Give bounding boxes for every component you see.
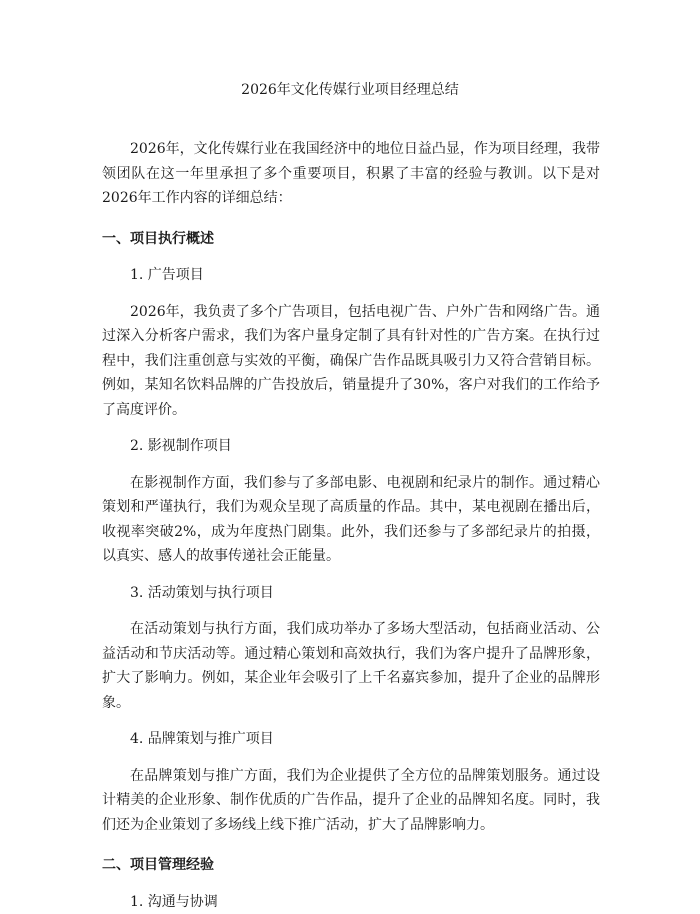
document-body [102, 137, 600, 914]
subheading-advertising: 1. 广告项目 [102, 263, 600, 288]
section-heading-1: 一、项目执行概述 [102, 227, 600, 252]
paragraph-advertising: 2026年，我负责了多个广告项目，包括电视广告、户外广告和网络广告。通过深入分析客户需求，我们为客户量身定制了具有针对性的广告方案。在执行过程中，我们注重创意与实效的平衡，确保广告作品既具吸引力又符合营销目标。例如，某知名饮料品牌的广告投放后，销量提升了30%，客户对我们的工作给予了高度评价。 [102, 300, 600, 423]
subheading-branding: 4. 品牌策划与推广项目 [102, 727, 600, 752]
subheading-film-tv: 2. 影视制作项目 [102, 434, 600, 459]
subheading-communication: 1. 沟通与协调 [102, 890, 600, 914]
paragraph-film-tv: 在影视制作方面，我们参与了多部电影、电视剧和纪录片的制作。通过精心策划和严谨执行，我们为观众呈现了高质量的作品。其中，某电视剧在播出后，收视率突破2%，成为年度热门剧集。此外，我们还参与了多部纪录片的拍摄，以真实、感人的故事传递社会正能量。 [102, 471, 600, 569]
paragraph-events: 在活动策划与执行方面，我们成功举办了多场大型活动，包括商业活动、公益活动和节庆活动等。通过精心策划和高效执行，我们为客户提升了品牌形象，扩大了影响力。例如，某企业年会吸引了上千名嘉宾参加，提升了企业的品牌形象。 [102, 617, 600, 715]
section-heading-2: 二、项目管理经验 [102, 853, 600, 878]
intro-paragraph: 2026年，文化传媒行业在我国经济中的地位日益凸显，作为项目经理，我带领团队在这一年里承担了多个重要项目，积累了丰富的经验与教训。以下是对2026年工作内容的详细总结： [102, 137, 600, 211]
document-title: 2026年文化传媒行业项目经理总结 [0, 80, 700, 100]
subheading-events: 3. 活动策划与执行项目 [102, 581, 600, 606]
paragraph-branding: 在品牌策划与推广方面，我们为企业提供了全方位的品牌策划服务。通过设计精美的企业形象、制作优质的广告作品，提升了企业的品牌知名度。同时，我们还为企业策划了多场线上线下推广活动，扩大了品牌影响力。 [102, 764, 600, 838]
